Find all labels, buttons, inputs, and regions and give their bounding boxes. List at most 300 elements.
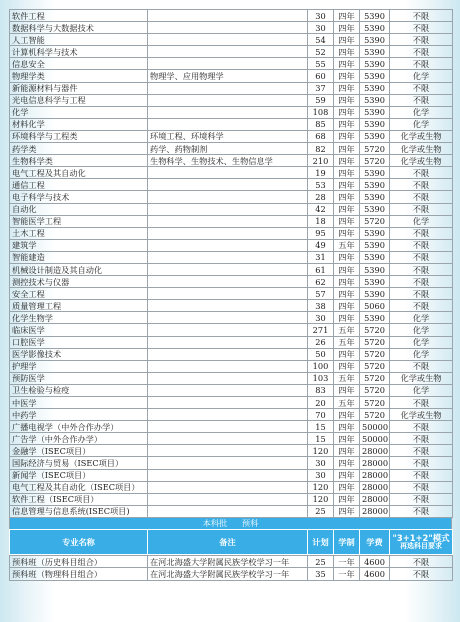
- cell-fee: 5060: [360, 300, 390, 312]
- cell-years: 四年: [334, 276, 360, 288]
- cell-plan: 52: [308, 46, 334, 58]
- cell-requirement: 不限: [390, 191, 453, 203]
- table-row: [10, 82, 453, 94]
- cell-fee: 5390: [360, 288, 390, 300]
- table-row: [10, 130, 453, 142]
- cell-plan: 95: [308, 227, 334, 239]
- cell-note: 物理学、应用物理学: [148, 70, 308, 82]
- cell-plan: 38: [308, 300, 334, 312]
- cell-note: [148, 348, 308, 360]
- cell-note: [148, 324, 308, 336]
- cell-years: 五年: [334, 372, 360, 384]
- cell-fee: 5390: [360, 203, 390, 215]
- cell-major-name: 数据科学与大数据技术: [10, 22, 148, 34]
- cell-major-name: 质量管理工程: [10, 300, 148, 312]
- cell-major-name: 信息管理与信息系统(ISEC项目): [10, 505, 148, 517]
- cell-major-name: 化学生物学: [10, 312, 148, 324]
- cell-plan: 30: [308, 457, 334, 469]
- cell-plan: 60: [308, 70, 334, 82]
- cell-major-name: 预科班（历史科目组合）: [10, 555, 148, 568]
- cell-years: 四年: [334, 22, 360, 34]
- cell-years: 四年: [334, 469, 360, 481]
- cell-years: 五年: [334, 324, 360, 336]
- cell-years: 四年: [334, 493, 360, 505]
- cell-note: [148, 505, 308, 517]
- cell-plan: 20: [308, 397, 334, 409]
- cell-years: 四年: [334, 384, 360, 396]
- cell-years: 四年: [334, 118, 360, 130]
- cell-requirement: 不限: [390, 10, 453, 22]
- table-row: [10, 384, 453, 396]
- cell-fee: 5720: [360, 155, 390, 167]
- cell-note: [148, 384, 308, 396]
- cell-years: 四年: [334, 130, 360, 142]
- cell-plan: 15: [308, 421, 334, 433]
- cell-requirement: 化学或生物: [390, 409, 453, 421]
- cell-note: [148, 94, 308, 106]
- cell-requirement: 不限: [390, 397, 453, 409]
- cell-major-name: 中药学: [10, 409, 148, 421]
- table-row: [10, 34, 453, 46]
- cell-years: 四年: [334, 70, 360, 82]
- cell-plan: 26: [308, 336, 334, 348]
- cell-plan: 59: [308, 94, 334, 106]
- cell-requirement: 不限: [390, 251, 453, 263]
- cell-plan: 83: [308, 384, 334, 396]
- cell-plan: 70: [308, 409, 334, 421]
- table-row: [10, 251, 453, 263]
- cell-fee: 5720: [360, 384, 390, 396]
- cell-requirement: 不限: [390, 227, 453, 239]
- cell-requirement: 化学: [390, 118, 453, 130]
- cell-fee: 5720: [360, 143, 390, 155]
- cell-note: [148, 227, 308, 239]
- cell-fee: 5390: [360, 106, 390, 118]
- cell-years: 四年: [334, 409, 360, 421]
- cell-major-name: 中医学: [10, 397, 148, 409]
- cell-note: [148, 58, 308, 70]
- cell-plan: 42: [308, 203, 334, 215]
- cell-note: [148, 263, 308, 275]
- cell-plan: 53: [308, 179, 334, 191]
- cell-requirement: 化学: [390, 384, 453, 396]
- cell-fee: 5720: [360, 360, 390, 372]
- cell-requirement: 化学或生物: [390, 130, 453, 142]
- cell-requirement: 不限: [390, 469, 453, 481]
- table-row: [10, 336, 453, 348]
- table-row: [10, 445, 453, 457]
- cell-fee: 28000: [360, 457, 390, 469]
- cell-major-name: 护理学: [10, 360, 148, 372]
- cell-major-name: 预防医学: [10, 372, 148, 384]
- cell-years: 四年: [334, 481, 360, 493]
- cell-requirement: 化学或生物: [390, 372, 453, 384]
- cell-requirement: 化学: [390, 70, 453, 82]
- table-row: [10, 505, 453, 517]
- cell-note: [148, 433, 308, 445]
- table-row: [10, 288, 453, 300]
- cell-requirement: 不限: [390, 288, 453, 300]
- cell-note: [148, 469, 308, 481]
- table-row: [10, 106, 453, 118]
- table-row: [10, 215, 453, 227]
- cell-requirement: 化学: [390, 106, 453, 118]
- cell-years: 四年: [334, 94, 360, 106]
- cell-major-name: 临床医学: [10, 324, 148, 336]
- cell-major-name: 机械设计制造及其自动化: [10, 263, 148, 275]
- cell-years: 四年: [334, 251, 360, 263]
- table-row: [10, 360, 453, 372]
- cell-fee: 5390: [360, 130, 390, 142]
- cell-note: [148, 179, 308, 191]
- table-row: [10, 94, 453, 106]
- cell-fee: 5720: [360, 397, 390, 409]
- cell-plan: 55: [308, 58, 334, 70]
- table-row: [10, 324, 453, 336]
- cell-years: 四年: [334, 106, 360, 118]
- cell-note: [148, 372, 308, 384]
- cell-requirement: 不限: [390, 360, 453, 372]
- cell-years: 四年: [334, 360, 360, 372]
- cell-major-name: 卫生检验与检疫: [10, 384, 148, 396]
- cell-years: 四年: [334, 34, 360, 46]
- cell-note: [148, 167, 308, 179]
- table-row: [10, 300, 453, 312]
- cell-major-name: 广告学（中外合作办学）: [10, 433, 148, 445]
- section-type: 预科: [241, 517, 259, 528]
- cell-years: 五年: [334, 336, 360, 348]
- cell-major-name: 广播电视学（中外合作办学）: [10, 421, 148, 433]
- cell-note: 在河北海盛大学附属民族学校学习一年: [148, 568, 308, 581]
- table-row: [10, 555, 453, 568]
- cell-note: [148, 239, 308, 251]
- cell-major-name: 口腔医学: [10, 336, 148, 348]
- cell-plan: 30: [308, 10, 334, 22]
- cell-years: 四年: [334, 143, 360, 155]
- cell-years: 四年: [334, 312, 360, 324]
- cell-major-name: 软件工程（ISEC项目）: [10, 493, 148, 505]
- cell-major-name: 药学类: [10, 143, 148, 155]
- table-row: [10, 227, 453, 239]
- cell-fee: 4600: [360, 555, 390, 568]
- cell-note: [148, 22, 308, 34]
- cell-requirement: 不限: [390, 505, 453, 517]
- cell-plan: 31: [308, 251, 334, 263]
- cell-requirement: 不限: [390, 46, 453, 58]
- cell-plan: 120: [308, 445, 334, 457]
- table-row: [10, 276, 453, 288]
- cell-note: [148, 445, 308, 457]
- header-req-mode: "3+1+2"模式: [392, 532, 450, 543]
- table-row: [10, 46, 453, 58]
- cell-fee: 5390: [360, 82, 390, 94]
- cell-note: [148, 276, 308, 288]
- table-row: [10, 58, 453, 70]
- cell-requirement: 化学: [390, 215, 453, 227]
- cell-plan: 108: [308, 106, 334, 118]
- cell-fee: 5720: [360, 348, 390, 360]
- cell-requirement: 不限: [390, 239, 453, 251]
- cell-fee: 5390: [360, 34, 390, 46]
- cell-note: [148, 251, 308, 263]
- cell-note: [148, 34, 308, 46]
- cell-fee: 5390: [360, 94, 390, 106]
- cell-requirement: 化学: [390, 324, 453, 336]
- cell-requirement: 不限: [390, 481, 453, 493]
- header-fee: 学费: [360, 529, 390, 554]
- cell-years: 一年: [334, 555, 360, 568]
- cell-requirement: 不限: [390, 493, 453, 505]
- cell-plan: 57: [308, 288, 334, 300]
- cell-major-name: 智能医学工程: [10, 215, 148, 227]
- cell-years: 四年: [334, 227, 360, 239]
- table-row: [10, 167, 453, 179]
- cell-major-name: 新闻学（ISEC项目）: [10, 469, 148, 481]
- cell-plan: 271: [308, 324, 334, 336]
- cell-years: 四年: [334, 179, 360, 191]
- cell-requirement: 不限: [390, 457, 453, 469]
- cell-plan: 85: [308, 118, 334, 130]
- cell-plan: 30: [308, 312, 334, 324]
- cell-requirement: 不限: [390, 300, 453, 312]
- section-title: [9, 518, 452, 529]
- cell-fee: 4600: [360, 568, 390, 581]
- table-row: [10, 263, 453, 275]
- cell-major-name: 人工智能: [10, 34, 148, 46]
- cell-requirement: 不限: [390, 22, 453, 34]
- cell-note: [148, 360, 308, 372]
- cell-fee: 5720: [360, 324, 390, 336]
- cell-years: 四年: [334, 300, 360, 312]
- cell-fee: 28000: [360, 481, 390, 493]
- prep-header: [9, 529, 453, 555]
- cell-plan: 103: [308, 372, 334, 384]
- cell-major-name: 光电信息科学与工程: [10, 94, 148, 106]
- cell-note: [148, 10, 308, 22]
- cell-years: 四年: [334, 348, 360, 360]
- cell-note: [148, 118, 308, 130]
- table-row: [10, 372, 453, 384]
- cell-requirement: 化学: [390, 336, 453, 348]
- cell-years: 四年: [334, 155, 360, 167]
- cell-note: [148, 82, 308, 94]
- cell-major-name: 安全工程: [10, 288, 148, 300]
- cell-major-name: 电气工程及其自动化（ISEC项目）: [10, 481, 148, 493]
- header-plan: 计划: [308, 529, 334, 554]
- table-row: [10, 421, 453, 433]
- cell-plan: 100: [308, 360, 334, 372]
- cell-note: [148, 457, 308, 469]
- cell-plan: 25: [308, 555, 334, 568]
- cell-fee: 5390: [360, 118, 390, 130]
- cell-fee: 28000: [360, 469, 390, 481]
- cell-plan: 61: [308, 263, 334, 275]
- cell-fee: 5390: [360, 312, 390, 324]
- cell-note: [148, 288, 308, 300]
- table-row: [10, 155, 453, 167]
- cell-fee: 28000: [360, 445, 390, 457]
- cell-major-name: 新能源材料与器件: [10, 82, 148, 94]
- cell-requirement: 不限: [390, 167, 453, 179]
- cell-years: 五年: [334, 239, 360, 251]
- table-row: [10, 179, 453, 191]
- cell-major-name: 电子科学与技术: [10, 191, 148, 203]
- cell-fee: 28000: [360, 493, 390, 505]
- cell-major-name: 化学: [10, 106, 148, 118]
- cell-major-name: 金融学（ISEC项目）: [10, 445, 148, 457]
- cell-fee: 28000: [360, 505, 390, 517]
- header-requirement: [390, 529, 453, 554]
- cell-plan: 18: [308, 215, 334, 227]
- cell-requirement: 不限: [390, 58, 453, 70]
- cell-requirement: 化学: [390, 348, 453, 360]
- header-note: 备注: [148, 529, 308, 554]
- table-row: [10, 191, 453, 203]
- cell-requirement: 不限: [390, 94, 453, 106]
- header-req-subjects: 再选科目要求: [400, 541, 442, 550]
- cell-requirement: 不限: [390, 433, 453, 445]
- cell-note: [148, 215, 308, 227]
- cell-years: 四年: [334, 82, 360, 94]
- cell-note: [148, 46, 308, 58]
- cell-requirement: 不限: [390, 263, 453, 275]
- table-row: [10, 118, 453, 130]
- cell-years: 四年: [334, 46, 360, 58]
- table-row: [10, 568, 453, 581]
- section-batch: 本科批: [202, 517, 228, 528]
- cell-plan: 82: [308, 143, 334, 155]
- cell-fee: 5390: [360, 251, 390, 263]
- cell-requirement: 不限: [390, 203, 453, 215]
- cell-years: 一年: [334, 568, 360, 581]
- cell-plan: 19: [308, 167, 334, 179]
- cell-fee: 50000: [360, 433, 390, 445]
- cell-plan: 68: [308, 130, 334, 142]
- cell-note: [148, 421, 308, 433]
- cell-major-name: 物理学类: [10, 70, 148, 82]
- cell-major-name: 建筑学: [10, 239, 148, 251]
- cell-major-name: 测控技术与仪器: [10, 276, 148, 288]
- cell-note: 环境工程、环境科学: [148, 130, 308, 142]
- cell-years: 四年: [334, 457, 360, 469]
- cell-major-name: 计算机科学与技术: [10, 46, 148, 58]
- cell-requirement: 不限: [390, 276, 453, 288]
- cell-note: [148, 481, 308, 493]
- cell-years: 四年: [334, 215, 360, 227]
- cell-years: 四年: [334, 445, 360, 457]
- cell-note: [148, 409, 308, 421]
- cell-fee: 5390: [360, 10, 390, 22]
- cell-note: [148, 300, 308, 312]
- cell-requirement: 不限: [390, 34, 453, 46]
- cell-fee: 5720: [360, 336, 390, 348]
- table-row: [10, 348, 453, 360]
- cell-years: 四年: [334, 421, 360, 433]
- cell-requirement: 不限: [390, 82, 453, 94]
- cell-major-name: 生物科学类: [10, 155, 148, 167]
- cell-requirement: 化学或生物: [390, 143, 453, 155]
- cell-requirement: 不限: [390, 445, 453, 457]
- cell-major-name: 材料化学: [10, 118, 148, 130]
- cell-major-name: 通信工程: [10, 179, 148, 191]
- table-row: [10, 493, 453, 505]
- cell-years: 四年: [334, 288, 360, 300]
- cell-requirement: 不限: [390, 568, 453, 581]
- cell-major-name: 国际经济与贸易（ISEC项目）: [10, 457, 148, 469]
- cell-plan: 50: [308, 348, 334, 360]
- cell-major-name: 预科班（物理科目组合）: [10, 568, 148, 581]
- cell-major-name: 智能建造: [10, 251, 148, 263]
- cell-plan: 28: [308, 191, 334, 203]
- prep-table: [9, 555, 453, 581]
- cell-years: 五年: [334, 397, 360, 409]
- cell-note: [148, 191, 308, 203]
- table-row: [10, 10, 453, 22]
- cell-years: 四年: [334, 58, 360, 70]
- cell-plan: 37: [308, 82, 334, 94]
- cell-requirement: 化学: [390, 312, 453, 324]
- table-row: [10, 70, 453, 82]
- cell-years: 四年: [334, 203, 360, 215]
- cell-years: 四年: [334, 167, 360, 179]
- cell-fee: 5390: [360, 179, 390, 191]
- cell-requirement: 不限: [390, 179, 453, 191]
- cell-note: [148, 312, 308, 324]
- cell-major-name: 环境科学与工程类: [10, 130, 148, 142]
- cell-fee: 5720: [360, 215, 390, 227]
- header-name: 专业名称: [10, 529, 148, 554]
- cell-fee: 5390: [360, 22, 390, 34]
- cell-requirement: 不限: [390, 421, 453, 433]
- table-row: [10, 457, 453, 469]
- cell-plan: 30: [308, 469, 334, 481]
- cell-plan: 210: [308, 155, 334, 167]
- cell-major-name: 医学影像技术: [10, 348, 148, 360]
- table-row: [10, 433, 453, 445]
- cell-major-name: 自动化: [10, 203, 148, 215]
- cell-fee: 5390: [360, 263, 390, 275]
- cell-note: [148, 336, 308, 348]
- cell-fee: 5390: [360, 58, 390, 70]
- admission-plan-table: [9, 9, 452, 581]
- cell-years: 四年: [334, 505, 360, 517]
- cell-note: [148, 493, 308, 505]
- cell-note: [148, 203, 308, 215]
- table-row: [10, 397, 453, 409]
- major-table: [9, 9, 453, 518]
- cell-plan: 49: [308, 239, 334, 251]
- cell-years: 四年: [334, 433, 360, 445]
- cell-note: [148, 397, 308, 409]
- cell-plan: 62: [308, 276, 334, 288]
- cell-note: 在河北海盛大学附属民族学校学习一年: [148, 555, 308, 568]
- cell-plan: 25: [308, 505, 334, 517]
- cell-fee: 5720: [360, 372, 390, 384]
- table-row: [10, 22, 453, 34]
- table-row: [10, 239, 453, 251]
- cell-note: 生物科学、生物技术、生物信息学: [148, 155, 308, 167]
- cell-fee: 5390: [360, 167, 390, 179]
- cell-fee: 50000: [360, 421, 390, 433]
- table-row: [10, 203, 453, 215]
- cell-fee: 5390: [360, 239, 390, 251]
- table-row: [10, 409, 453, 421]
- cell-years: 四年: [334, 191, 360, 203]
- cell-plan: 120: [308, 481, 334, 493]
- cell-fee: 5390: [360, 191, 390, 203]
- cell-note: [148, 106, 308, 118]
- cell-years: 四年: [334, 263, 360, 275]
